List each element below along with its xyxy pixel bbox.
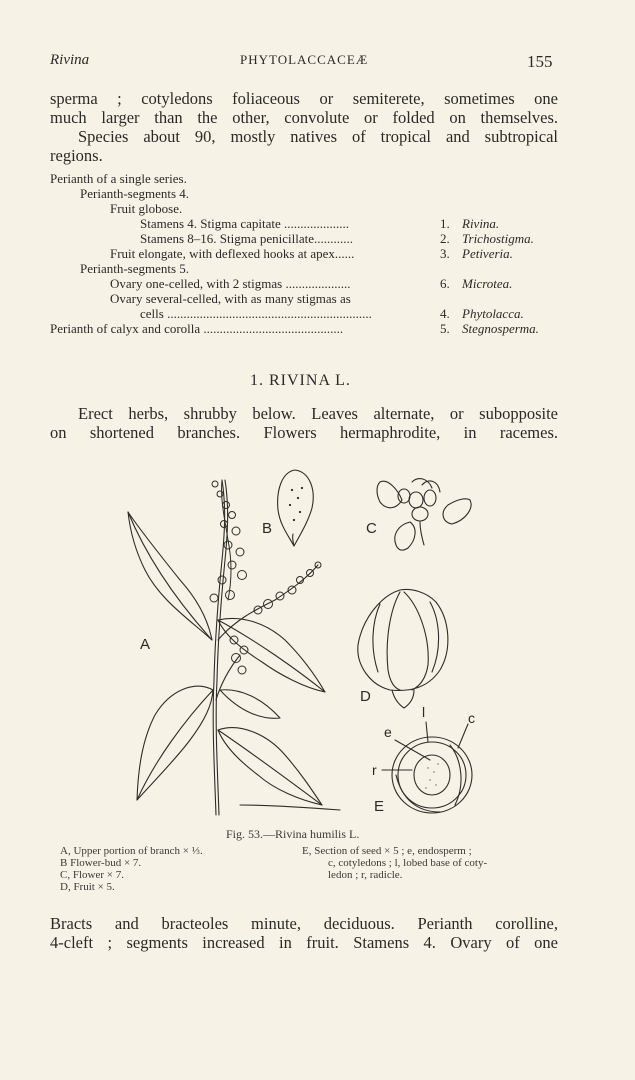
seed-section — [382, 722, 472, 813]
leader-l — [426, 722, 428, 742]
flower — [377, 479, 471, 551]
key-line: cells ............................................................... 4. Phytolacca. — [140, 306, 524, 321]
key-line: Ovary one-celled, with 2 stigmas .................... 6. Microtea. — [110, 276, 513, 291]
key-line: Perianth of calyx and corolla ........................................... 5. Stegnosperma. — [50, 321, 539, 336]
key-line: Stamens 8–16. Stigma penicillate............ 2. Trichostigma. — [140, 231, 534, 246]
key-line: Fruit globose. — [110, 201, 183, 216]
key-line: Fruit elongate, with deflexed hooks at apex...... 3. Petiveria. — [110, 246, 513, 261]
figure-label-endosperm: e — [384, 724, 392, 740]
caption-right-line: ledon ; r, radicle. — [328, 869, 403, 881]
figure-label-b: B — [262, 520, 273, 537]
leaf-midrib — [218, 620, 325, 692]
body-line: Bracts and bracteoles minute, deciduous. Perianth corolline, — [50, 914, 558, 933]
section-title: 1. RIVINA L. — [250, 372, 351, 389]
caption-right-line: E, Section of seed × 5 ; e, endosperm ; — [302, 845, 472, 857]
figure-caption-title: Fig. 53.—Rivina humilis L. — [226, 827, 360, 841]
leader-c — [458, 724, 468, 748]
body-line: 4-cleft ; segments increased in fruit. Stamens 4. Ovary of one — [50, 933, 558, 952]
stalk — [240, 805, 340, 810]
caption-left-line: A, Upper portion of branch × ⅓. — [60, 845, 203, 857]
intro-line: sperma ; cotyledons foliaceous or semiterete, sometimes one — [50, 89, 558, 108]
stem — [213, 480, 224, 815]
fruit — [358, 590, 448, 709]
leaf-midrib — [128, 512, 212, 640]
running-head-genus: Rivina — [50, 52, 90, 68]
description-line: Erect herbs, shrubby below. Leaves alternate, or subopposite — [78, 404, 558, 423]
intro-line: regions. — [50, 146, 103, 165]
key-line: Perianth of a single series. — [50, 171, 187, 186]
caption-left-line: C, Flower × 7. — [60, 869, 124, 881]
branch — [216, 655, 240, 700]
key-line: Perianth-segments 5. — [80, 261, 190, 276]
key-line: Perianth-segments 4. — [80, 186, 190, 201]
figure-label-a: A — [140, 636, 151, 653]
caption-left-line: B Flower-bud × 7. — [60, 857, 142, 869]
raceme — [210, 480, 321, 674]
figure-label-e: E — [374, 798, 385, 815]
leaf-midrib — [137, 690, 213, 800]
caption-right-line: c, cotyledons ; l, lobed base of coty- — [328, 857, 488, 869]
intro-line: much larger than the other, convolute or folded on themselves. — [50, 108, 558, 127]
page-number: 155 — [527, 52, 553, 71]
description-line: on shortened branches. Flowers hermaphrodite, in racemes. — [50, 423, 558, 442]
figure-label-cotyledons: c — [468, 710, 475, 726]
caption-left-line: D, Fruit × 5. — [60, 881, 115, 893]
intro-line: Species about 90, mostly natives of tropical and subtropical — [78, 127, 558, 146]
leaf — [128, 512, 212, 640]
figure-label-lobed-base: l — [422, 704, 426, 720]
leaf — [220, 690, 280, 719]
figure-label-radicle: r — [372, 762, 377, 778]
key-line: Ovary several-celled, with as many stigmas as — [110, 291, 351, 306]
figure-label-d: D — [360, 688, 371, 705]
key-line: Stamens 4. Stigma capitate .................... 1. Rivina. — [140, 216, 500, 231]
running-head-family: PHYTOLACCACEÆ — [240, 52, 369, 67]
endosperm-stipple — [425, 763, 438, 788]
flower-bud — [278, 470, 314, 546]
figure-label-c: C — [366, 520, 377, 537]
